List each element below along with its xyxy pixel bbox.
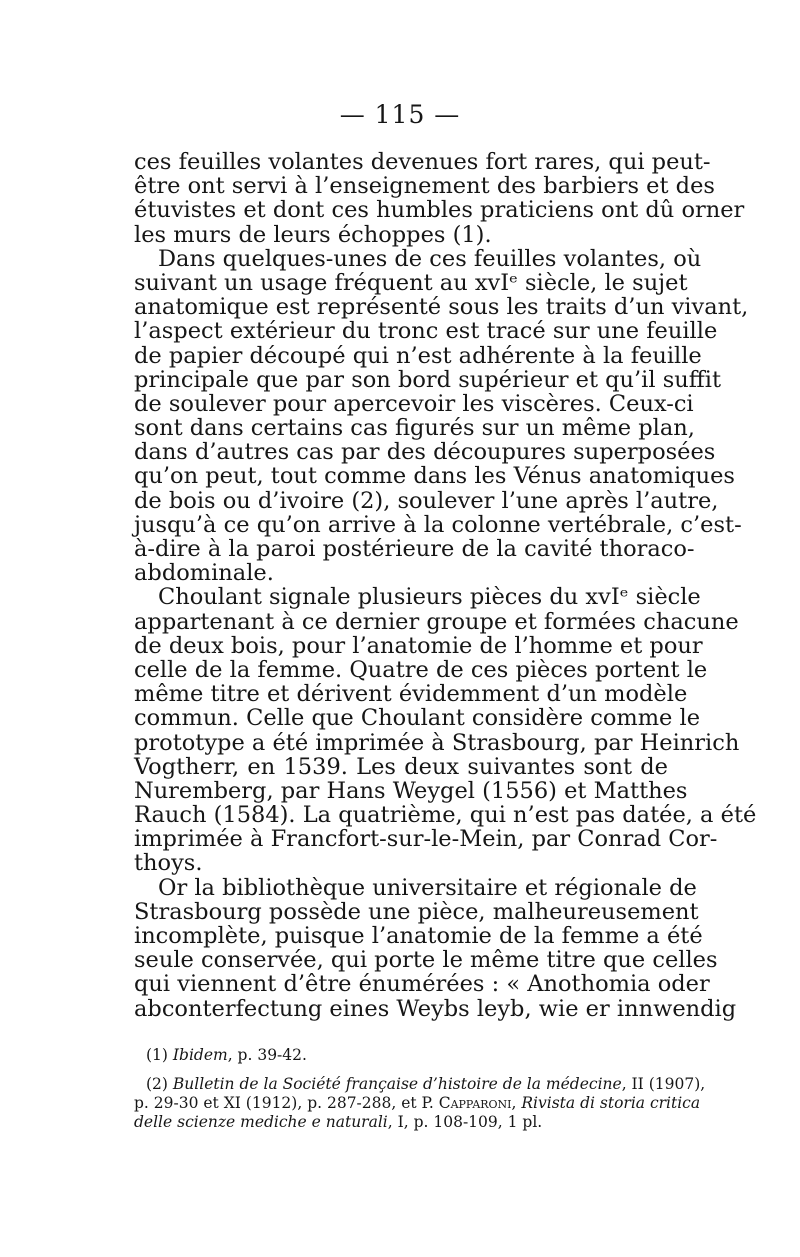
footnote-2-journal-a: Rivista di storia critica [521,1094,701,1112]
text-line: imprimée à Francfort-sur-le-Mein, par Conrad Cor- [134,826,718,853]
footnote-1-pages: , p. 39-42. [227,1046,307,1064]
text-line: principale que par son bord supérieur et qu’il suffit [134,366,721,393]
text-line: dans d’autres cas par des découpures superposées [134,439,716,466]
text-line: l’aspect extérieur du tronc est tracé sur une feuille [134,318,718,345]
text-line: prototype a été imprimée à Strasbourg, par Heinrich [134,729,740,756]
text-line: abdominale. [134,560,274,587]
text-line: Strasbourg possède une pièce, malheureusement [134,898,699,925]
text-line: être ont servi à l’enseignement des barbiers et des [134,173,715,200]
text-line: de bois ou d’ivoire (2), soulever l’une après l’autre, [134,487,719,514]
text-line: jusqu’à ce qu’on arrive à la colonne vertébrale, c’est- [134,511,742,538]
text-line: Nuremberg, par Hans Weygel (1556) et Matthes [134,777,688,804]
text-line: Dans quelques-unes de ces feuilles volantes, où [158,245,702,272]
page-number: — 115 — [339,100,461,129]
footnote-1-marker: (1) [146,1046,168,1064]
text-line: les murs de leurs échoppes (1). [134,221,492,248]
text-line: celle de la femme. Quatre de ces pièces portent le [134,656,708,683]
text-line: à-dire à la paroi postérieure de la cavité thoraco- [134,536,695,562]
text-line: appartenant à ce dernier groupe et formées chacune [134,608,739,635]
text-line: commun. Celle que Choulant considère comme le [134,705,701,732]
footnote-2-volume: , II (1907), [621,1075,706,1093]
footnote-2-journal-b: delle scienze mediche e naturali [134,1113,388,1131]
text-line: de deux bois, pour l’anatomie de l’homme et pour [134,632,703,659]
main-text-block [134,149,757,1022]
footnote-2-title: Bulletin de la Société française d’histoire de la médecine [172,1075,622,1093]
footnote-2-end: , I, p. 108-109, 1 pl. [387,1113,543,1131]
text-line: étuvistes et dont ces humbles praticiens ont dû orner [134,197,745,224]
footnote-2-line-2: p. 29-30 et XI (1912), p. 287-288, et P. Capparoni, Rivista di storia critica [134,1094,701,1112]
footnote-1-source: Ibidem [172,1046,228,1064]
text-line: de papier découpé qui n’est adhérente à la feuille [134,342,702,369]
text-line: ces feuilles volantes devenues fort rares, qui peut- [134,149,711,175]
text-line: anatomique est représenté sous les traits d’un vivant, [134,294,749,321]
footnote-1 [134,1046,668,1065]
footnote-2-line-1 [134,1075,706,1094]
text-line: incomplète, puisque l’anatomie de la femme a été [134,923,703,949]
text-line: sont dans certains cas figurés sur un même plan, [134,415,695,442]
text-line: qu’on peut, tout comme dans les Vénus anatomiques [134,463,735,490]
footnote-2-author: Capparoni [438,1094,512,1112]
text-line: Or la bibliothèque universitaire et régionale de [158,874,697,901]
footnotes [134,1046,706,1132]
text-line: même titre et dérivent évidemment d’un modèle [134,681,688,708]
text-line: thoys. [134,850,203,877]
text-line: Choulant signale plusieurs pièces du xvIᵉ siècle [158,584,701,611]
text-line: suivant un usage fréquent au xvIᵉ siècle, le sujet [134,269,688,296]
text-line: Rauch (1584). La quatrième, qui n’est pas datée, a été [134,802,757,829]
footnote-2-pages: p. 29-30 et XI (1912), p. 287-288, et P. [134,1094,434,1112]
text-line: qui viennent d’être énumérées : « Anothomia oder [134,971,710,998]
footnote-2-line-3 [134,1113,668,1132]
footnote-2 [134,1075,706,1132]
text-line: Vogtherr, en 1539. Les deux suivantes sont de [134,753,668,780]
text-line: seule conservée, qui porte le même titre que celles [134,947,718,974]
text-line: abconterfectung eines Weybs leyb, wie er innwendig [134,995,737,1022]
footnote-2-marker: (2) [146,1075,168,1093]
text-line: de soulever pour apercevoir les viscères. Ceux-ci [134,390,694,417]
